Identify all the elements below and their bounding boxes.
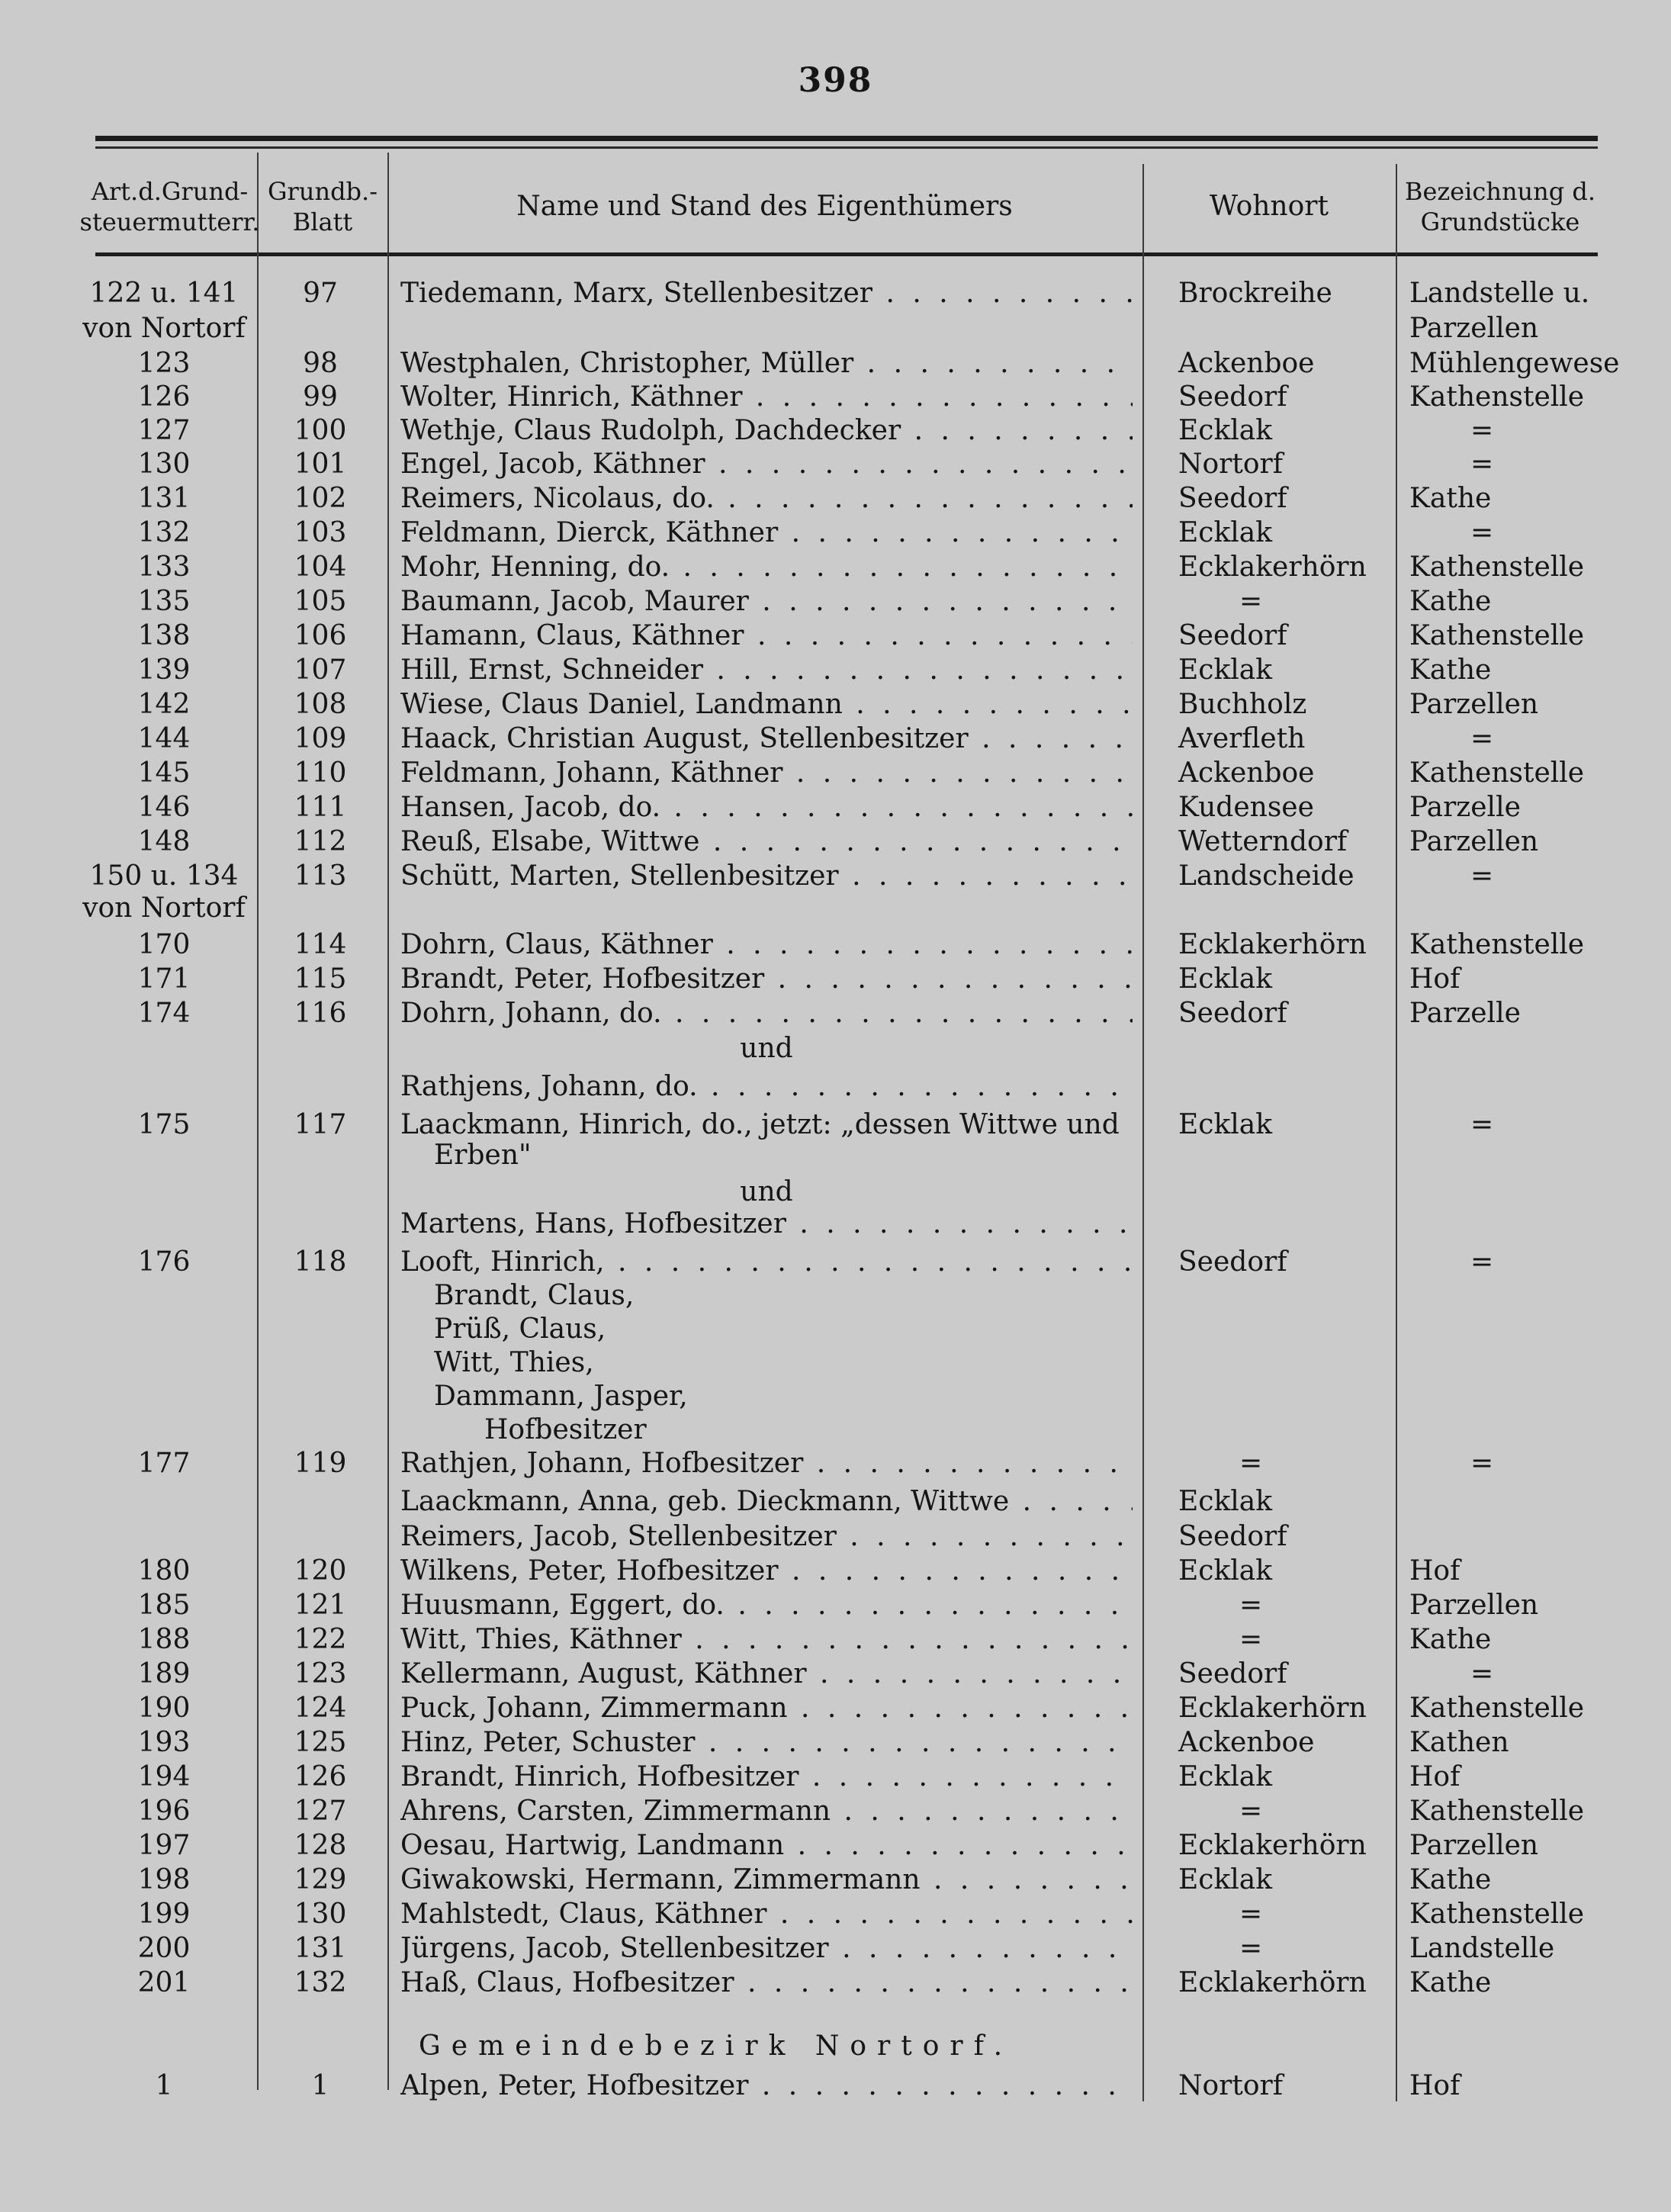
name-cell: Reuß, Elsabe, Wittwe . . .: [400, 825, 1133, 860]
table-row: [0, 1069, 1671, 1104]
art-cell: 188: [137, 1624, 191, 1655]
header-bez-line1: Bezeichnung d.: [1404, 177, 1596, 206]
table-row: [0, 1519, 1671, 1555]
wohnort-cell: Seedorf: [1178, 381, 1287, 413]
bezeichnung-cell: Parzellen: [1409, 826, 1539, 857]
art-cell: 170: [137, 929, 191, 960]
art-cell: 133: [137, 551, 191, 583]
bezeichnung-cell: Parzellen: [1409, 1830, 1539, 1861]
wohnort-cell: Brockreihe: [1178, 278, 1332, 309]
bezeichnung-cell: =: [1470, 1109, 1494, 1140]
table-row: [0, 1657, 1671, 1692]
name-cell: Schütt, Marten, Stellenbesitzer . . .: [400, 859, 1133, 894]
wohnort-cell: Seedorf: [1178, 483, 1287, 514]
wohnort-cell: Landscheide: [1178, 860, 1354, 892]
blatt-cell: 131: [294, 1933, 347, 1964]
und-text: und: [740, 1176, 793, 1207]
art-cell: 138: [137, 620, 191, 651]
blatt-cell: 117: [294, 1109, 347, 1140]
header-blatt: [259, 162, 386, 252]
blatt-cell: 111: [294, 792, 347, 823]
wohnort-cell: Ackenboe: [1178, 757, 1315, 789]
bezeichnung-cell: Kathe: [1409, 1864, 1492, 1895]
art-cell: 146: [137, 792, 191, 823]
name-cell: Dohrn, Johann, do. . . .: [400, 996, 1133, 1031]
header-name: [389, 162, 1140, 252]
name-cell: Kellermann, August, Käthner . . .: [400, 1657, 1133, 1692]
art-cell: 196: [137, 1796, 191, 1827]
bezeichnung-cell: =: [1470, 1246, 1494, 1278]
wohnort-cell: =: [1239, 1448, 1263, 1479]
table-row: [0, 413, 1671, 449]
blatt-cell: 126: [294, 1761, 347, 1792]
bezeichnung-cell: Hof: [1409, 963, 1461, 995]
name-cell: Wethje, Claus Rudolph, Dachdecker . . .: [400, 413, 1133, 449]
header-blatt-line1: Grundb.-: [267, 177, 378, 206]
bezeichnung-cell: Hof: [1409, 1555, 1461, 1587]
bezeichnung-cell: =: [1470, 1448, 1494, 1479]
table-row: [0, 1863, 1671, 1898]
name-cell: Laackmann, Hinrich, do., jetzt: „dessen Wittwe und: [400, 1109, 1120, 1140]
page-number: 398: [798, 61, 873, 100]
table-row: [0, 276, 1671, 311]
bezeichnung-cell: Kathenstelle: [1409, 551, 1585, 583]
table-row: [0, 619, 1671, 654]
bezeichnung-cell: Kathenstelle: [1409, 620, 1585, 651]
table-row: [0, 481, 1671, 516]
table-row: [0, 1691, 1671, 1726]
art-cell: 135: [137, 586, 191, 617]
name-cell: Brandt, Hinrich, Hofbesitzer . . .: [400, 1760, 1133, 1795]
bezeichnung-cell: Kathenstelle: [1409, 1796, 1585, 1827]
table-row: [0, 1207, 1671, 1242]
und-row: [0, 1031, 1671, 1066]
section-title: Gemeindebezirk Nortorf.: [419, 2030, 1014, 2062]
table-row: [0, 1413, 1671, 1448]
art-cell: 175: [137, 1109, 191, 1140]
name-cell: Jürgens, Jacob, Stellenbesitzer . . .: [400, 1931, 1133, 1966]
blatt-cell: 123: [294, 1658, 347, 1690]
name-cell: Baumann, Jacob, Maurer . . .: [400, 584, 1133, 619]
art-cell: 144: [137, 723, 191, 754]
art-cell: 189: [137, 1658, 191, 1690]
art-cell: 194: [137, 1761, 191, 1792]
blatt-cell: 100: [294, 415, 347, 446]
bezeichnung-cell: Kathe: [1409, 1624, 1492, 1655]
name-cell: Wolter, Hinrich, Käthner . . .: [400, 380, 1133, 415]
table-row: [0, 311, 1671, 346]
table-row: [0, 1245, 1671, 1280]
name-cell: Puck, Johann, Zimmermann . . .: [400, 1691, 1133, 1726]
name-cell: Hamann, Claus, Käthner . . .: [400, 619, 1133, 654]
header-bez-line2: Grundstücke: [1420, 207, 1580, 236]
blatt-cell: 124: [294, 1693, 347, 1724]
table-row: [0, 346, 1671, 381]
wohnort-cell: Wetterndorf: [1178, 826, 1348, 857]
art-cell: 127: [137, 415, 191, 446]
name-cell: Laackmann, Anna, geb. Dieckmann, Wittwe . . .: [400, 1484, 1133, 1519]
wohnort-cell: Ecklak: [1178, 1486, 1273, 1517]
blatt-cell: 114: [294, 929, 347, 960]
blatt-cell: 115: [294, 963, 347, 995]
name-cell: Brandt, Claus,: [434, 1280, 635, 1311]
wohnort-cell: =: [1239, 1933, 1263, 1964]
art-cell: 122 u. 141: [89, 278, 239, 309]
bezeichnung-cell: Landstelle: [1409, 1933, 1555, 1964]
table-row: [0, 1346, 1671, 1381]
name-cell: Witt, Thies, Käthner . . .: [400, 1622, 1133, 1657]
blatt-cell: 108: [294, 689, 347, 720]
art-cell: 139: [137, 654, 191, 686]
blatt-cell: 102: [294, 483, 347, 514]
wohnort-cell: Ecklakerhörn: [1178, 551, 1367, 583]
wohnort-cell: Seedorf: [1178, 1246, 1287, 1278]
bezeichnung-cell: Landstelle u.: [1409, 278, 1590, 309]
bezeichnung-cell: Hof: [1409, 1761, 1461, 1792]
top-rule: [95, 136, 1598, 141]
wohnort-cell: Ecklakerhörn: [1178, 1967, 1367, 1998]
name-cell: Giwakowski, Hermann, Zimmermann . . .: [400, 1863, 1133, 1898]
bezeichnung-cell: =: [1470, 449, 1494, 480]
wohnort-cell: =: [1239, 1899, 1263, 1930]
bezeichnung-cell: =: [1470, 517, 1494, 548]
blatt-cell: 103: [294, 517, 347, 548]
blatt-cell: 120: [294, 1555, 347, 1587]
blatt-cell: 127: [294, 1796, 347, 1827]
wohnort-cell: Ackenboe: [1178, 348, 1315, 379]
blatt-cell: 101: [294, 449, 347, 480]
wohnort-cell: =: [1239, 1624, 1263, 1655]
name-cell: Reimers, Nicolaus, do. . . .: [400, 481, 1133, 516]
art-cell: 185: [137, 1590, 191, 1621]
blatt-cell: 125: [294, 1727, 347, 1758]
art-cell: 142: [137, 689, 191, 720]
table-row: [0, 1828, 1671, 1863]
table-row: [0, 687, 1671, 722]
name-cell: Erben": [434, 1140, 532, 1171]
blatt-cell: 104: [294, 551, 347, 583]
wohnort-cell: Ackenboe: [1178, 1727, 1315, 1758]
wohnort-cell: Ecklak: [1178, 963, 1273, 995]
art-cell: 130: [137, 449, 191, 480]
art-cell: 197: [137, 1830, 191, 1861]
blatt-cell: 119: [294, 1448, 347, 1479]
blatt-cell: 121: [294, 1590, 347, 1621]
table-row: [0, 1725, 1671, 1760]
name-cell: Hansen, Jacob, do. . . .: [400, 790, 1133, 825]
table-row: [0, 1446, 1671, 1481]
blatt-cell: 130: [294, 1899, 347, 1930]
art-cell: 126: [137, 381, 191, 413]
und-text: und: [740, 1033, 793, 1064]
table-row: [0, 1966, 1671, 2001]
art-cell: 176: [137, 1246, 191, 1278]
name-cell: Mohr, Henning, do. . . .: [400, 550, 1133, 585]
wohnort-cell: Ecklak: [1178, 1864, 1273, 1895]
wohnort-cell: Seedorf: [1178, 998, 1287, 1029]
wohnort-cell: Seedorf: [1178, 1658, 1287, 1690]
name-cell: Hinz, Peter, Schuster . . .: [400, 1725, 1133, 1760]
und-row: [0, 1175, 1671, 1210]
name-cell: Haack, Christian August, Stellenbesitzer . . .: [400, 722, 1133, 757]
name-cell: Engel, Jacob, Käthner . . .: [400, 447, 1133, 482]
table-row: [0, 1931, 1671, 1966]
bezeichnung-cell: Parzellen: [1409, 1590, 1539, 1621]
bezeichnung-cell: Parzelle: [1409, 998, 1521, 1029]
bezeichnung-cell: Kathe: [1409, 483, 1492, 514]
table-row: [0, 1484, 1671, 1519]
table-row: [0, 928, 1671, 963]
blatt-cell: 97: [303, 278, 338, 309]
art-cell: 198: [137, 1864, 191, 1895]
name-cell: Prüß, Claus,: [434, 1313, 606, 1345]
table-row: [0, 1379, 1671, 1414]
table-row: [0, 584, 1671, 619]
table-row: [0, 996, 1671, 1031]
name-cell: Westphalen, Christopher, Müller . . .: [400, 346, 1133, 381]
wohnort-cell: =: [1239, 1590, 1263, 1621]
bezeichnung-cell: =: [1470, 860, 1494, 892]
section-heading-row: [0, 2029, 1671, 2064]
table-row: [0, 962, 1671, 997]
wohnort-cell: =: [1239, 1796, 1263, 1827]
name-cell: Feldmann, Johann, Käthner . . .: [400, 756, 1133, 791]
bezeichnung-cell: =: [1470, 415, 1494, 446]
top-rule-thin: [95, 146, 1598, 149]
name-cell: Dammann, Jasper,: [434, 1381, 688, 1412]
bezeichnung-cell: Kathenstelle: [1409, 381, 1585, 413]
art-cell: 180: [137, 1555, 191, 1587]
bezeichnung-cell: =: [1470, 723, 1494, 754]
table-row: [0, 1588, 1671, 1623]
bezeichnung-cell: Kathen: [1409, 1727, 1509, 1758]
art-cell: 190: [137, 1693, 191, 1724]
name-cell: Hill, Ernst, Schneider . . .: [400, 653, 1133, 688]
blatt-cell: 132: [294, 1967, 347, 1998]
name-cell: Oesau, Hartwig, Landmann . . .: [400, 1828, 1133, 1863]
table-row: [0, 1312, 1671, 1347]
name-cell: Looft, Hinrich, . . .: [400, 1245, 1133, 1280]
art-cell: 201: [137, 1967, 191, 1998]
table-row: [0, 516, 1671, 551]
bezeichnung-cell: Kathenstelle: [1409, 757, 1585, 789]
art-cell: von Nortorf: [82, 892, 246, 924]
blatt-cell: 128: [294, 1830, 347, 1861]
table-row: [0, 756, 1671, 791]
table-row: [0, 380, 1671, 415]
bezeichnung-cell: Kathe: [1409, 586, 1492, 617]
bezeichnung-cell: Parzellen: [1409, 689, 1539, 720]
bezeichnung-cell: Kathe: [1409, 1967, 1492, 1998]
table-row: [0, 550, 1671, 585]
table-row: [0, 1760, 1671, 1795]
name-cell: Rathjens, Johann, do. . . .: [400, 1069, 1133, 1104]
art-cell: 131: [137, 483, 191, 514]
art-cell: 171: [137, 963, 191, 995]
header-bezeichnung: [1397, 162, 1603, 252]
wohnort-cell: Averfleth: [1178, 723, 1306, 754]
blatt-cell: 98: [303, 348, 338, 379]
wohnort-cell: =: [1239, 586, 1263, 617]
art-cell: 174: [137, 998, 191, 1029]
table-row: [0, 1554, 1671, 1589]
name-cell: Witt, Thies,: [434, 1347, 594, 1378]
name-cell: Huusmann, Eggert, do. . . .: [400, 1588, 1133, 1623]
art-cell: 132: [137, 517, 191, 548]
art-cell: 1: [155, 2070, 173, 2101]
wohnort-cell: Nortorf: [1178, 2070, 1284, 2101]
table-row: [0, 825, 1671, 860]
table-row: [0, 859, 1671, 894]
blatt-cell: 109: [294, 723, 347, 754]
blatt-cell: 122: [294, 1624, 347, 1655]
table-row: [0, 653, 1671, 688]
wohnort-cell: Ecklakerhörn: [1178, 1693, 1367, 1724]
wohnort-cell: Ecklakerhörn: [1178, 929, 1367, 960]
header-blatt-line2: Blatt: [292, 207, 353, 236]
blatt-cell: 107: [294, 654, 347, 686]
header-wohnort-text: Wohnort: [1210, 191, 1329, 222]
blatt-cell: 99: [303, 381, 338, 413]
blatt-cell: 106: [294, 620, 347, 651]
wohnort-cell: Ecklak: [1178, 517, 1273, 548]
wohnort-cell: Ecklak: [1178, 1555, 1273, 1587]
bezeichnung-cell: Parzelle: [1409, 792, 1521, 823]
table-row: [0, 447, 1671, 482]
art-cell: 199: [137, 1899, 191, 1930]
header-rule: [95, 252, 1598, 256]
name-cell: Rathjen, Johann, Hofbesitzer . . .: [400, 1446, 1133, 1481]
table-row: [0, 1622, 1671, 1657]
name-cell: Wiese, Claus Daniel, Landmann . . .: [400, 687, 1133, 722]
art-cell: 123: [137, 348, 191, 379]
art-cell: 177: [137, 1448, 191, 1479]
table-row: [0, 722, 1671, 757]
name-cell: Haß, Claus, Hofbesitzer . . .: [400, 1966, 1133, 2001]
name-cell: Mahlstedt, Claus, Käthner . . .: [400, 1897, 1133, 1932]
bezeichnung-cell: =: [1470, 1658, 1494, 1690]
name-cell: Brandt, Peter, Hofbesitzer . . .: [400, 962, 1133, 997]
header-name-text: Name und Stand des Eigenthümers: [516, 191, 1013, 222]
blatt-cell: 112: [294, 826, 347, 857]
wohnort-cell: Kudensee: [1178, 792, 1314, 823]
art-cell: 200: [137, 1933, 191, 1964]
bezeichnung-cell: Kathenstelle: [1409, 1693, 1585, 1724]
table-row: [0, 2069, 1671, 2104]
wohnort-cell: Seedorf: [1178, 1521, 1287, 1552]
table-row: [0, 1794, 1671, 1829]
header-art-line1: Art.d.Grund-: [91, 177, 249, 206]
blatt-cell: 105: [294, 586, 347, 617]
table-row: [0, 1278, 1671, 1313]
art-cell: 193: [137, 1727, 191, 1758]
bezeichnung-cell: Hof: [1409, 2070, 1461, 2101]
wohnort-cell: Ecklakerhörn: [1178, 1830, 1367, 1861]
blatt-cell: 113: [294, 860, 347, 892]
bezeichnung-cell: Kathe: [1409, 654, 1492, 686]
name-cell: Hofbesitzer: [484, 1414, 647, 1445]
header-art-line2: steuermutterr.: [79, 207, 260, 236]
blatt-cell: 110: [294, 757, 347, 789]
bezeichnung-cell: Parzellen: [1409, 313, 1539, 344]
art-cell: 148: [137, 826, 191, 857]
wohnort-cell: Buchholz: [1178, 689, 1307, 720]
blatt-cell: 116: [294, 998, 347, 1029]
table-row: [0, 1897, 1671, 1932]
art-cell: 145: [137, 757, 191, 789]
name-cell: Wilkens, Peter, Hofbesitzer . . .: [400, 1554, 1133, 1589]
wohnort-cell: Ecklak: [1178, 654, 1273, 686]
name-cell: Feldmann, Dierck, Käthner . . .: [400, 516, 1133, 551]
header-art: [79, 162, 260, 252]
name-cell: Dohrn, Claus, Käthner . . .: [400, 928, 1133, 963]
name-cell: Martens, Hans, Hofbesitzer . . .: [400, 1207, 1133, 1242]
table-row: [0, 1138, 1671, 1173]
name-cell: Ahrens, Carsten, Zimmermann . . .: [400, 1794, 1133, 1829]
wohnort-cell: Seedorf: [1178, 620, 1287, 651]
wohnort-cell: Ecklak: [1178, 415, 1273, 446]
wohnort-cell: Nortorf: [1178, 449, 1284, 480]
table-row: [0, 891, 1671, 926]
art-cell: 150 u. 134: [89, 860, 239, 892]
bezeichnung-cell: Kathenstelle: [1409, 929, 1585, 960]
wohnort-cell: Ecklak: [1178, 1109, 1273, 1140]
blatt-cell: 118: [294, 1246, 347, 1278]
name-cell: Reimers, Jacob, Stellenbesitzer . . .: [400, 1519, 1133, 1555]
art-cell: von Nortorf: [82, 313, 246, 344]
header-wohnort: [1144, 162, 1394, 252]
bezeichnung-cell: Kathenstelle: [1409, 1899, 1585, 1930]
blatt-cell: 1: [311, 2070, 329, 2101]
bezeichnung-cell: Mühlengewese: [1409, 348, 1620, 379]
table-row: [0, 790, 1671, 825]
blatt-cell: 129: [294, 1864, 347, 1895]
name-cell: Alpen, Peter, Hofbesitzer . . .: [400, 2069, 1133, 2104]
wohnort-cell: Ecklak: [1178, 1761, 1273, 1792]
name-cell: Tiedemann, Marx, Stellenbesitzer . . .: [400, 276, 1133, 311]
